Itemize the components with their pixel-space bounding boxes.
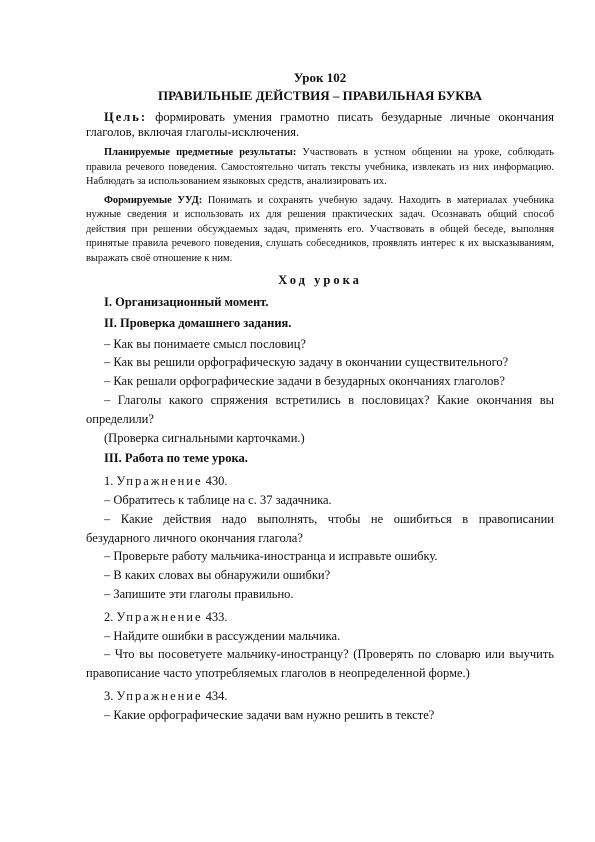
question-line: – Как решали орфографические задачи в безударных окончаниях глаголов? — [104, 374, 505, 389]
section-1-heading: I. Организационный момент. — [104, 295, 269, 309]
lesson-number: Урок 102 — [293, 70, 347, 85]
note-line: (Проверка сигнальными карточками.) — [104, 430, 305, 445]
section-3-heading: III. Работа по теме урока. — [104, 451, 248, 466]
uud-label: Формируемые УУД: — [104, 194, 203, 206]
question-line: – Какие орфографические задачи вам нужно решить в тексте? — [104, 707, 435, 722]
question-line: – Запишите эти глаголы правильно. — [104, 586, 294, 601]
exercise-value: 433. — [205, 609, 228, 624]
question-line: – Какие действия надо выполнять, чтобы не ошибиться в правописании безударного личного окончания глагола? — [86, 511, 554, 545]
exercise-number: 3. — [104, 688, 114, 703]
uud-paragraph — [86, 194, 554, 267]
course-heading: Ход урока — [278, 273, 362, 287]
exercise-label: Упражнение — [116, 609, 203, 624]
exercise-label: Упражнение — [116, 474, 203, 489]
question-line: – Глаголы какого спряжения встретились в пословицах? Какие окончания вы определили? — [86, 392, 554, 426]
question-line: – Как вы понимаете смысл пословиц? — [104, 336, 306, 351]
section-2-heading: II. Проверка домашнего задания. — [104, 315, 292, 330]
exercise-number: 2. — [104, 609, 114, 624]
question-line: – Проверьте работу мальчика-иностранца и исправьте ошибку. — [104, 549, 438, 564]
results-label: Планируемые предметные результаты: — [104, 147, 297, 158]
question-line: – Что вы посоветуете мальчику-иностранцу? (Проверять по словарю или выучить правописание часто употребляемых глаголов в неопределенной форме.) — [86, 647, 554, 681]
exercise-label: Упражнение — [116, 688, 203, 703]
exercise-number: 1. — [104, 474, 114, 489]
lesson-goal — [86, 110, 554, 140]
goal-text: формировать умения грамотно писать безударные личные окончания глаголов, включая глаголы-исключения. — [86, 110, 554, 139]
lesson-title: ПРАВИЛЬНЫЕ ДЕЙСТВИЯ – ПРАВИЛЬНАЯ БУКВА — [158, 88, 482, 103]
exercise-heading — [86, 472, 554, 491]
exercise-value: 434. — [205, 688, 228, 703]
exercise-heading — [86, 687, 554, 706]
goal-label: Цель: — [104, 110, 148, 124]
uud-text: Понимать и сохранять учебную задачу. Находить в материалах учебника нужные сведения и использовать их для решения практических задач. Осознавать общий способ действия при решении обсуждаемых задач, применять его. Участвовать в общей беседе, выполняя принятые правила речевого поведения, слушать собеседников, проявлять интерес к их высказываниям, выражать своё отношение к ним. — [86, 194, 554, 264]
exercise-heading — [86, 608, 554, 627]
lesson-page — [86, 70, 554, 725]
exercise-value: 430. — [205, 474, 228, 489]
question-line: – Найдите ошибки в рассуждении мальчика. — [104, 628, 341, 643]
results-text: Участвовать в устном общении на уроке, соблюдать правила речевого поведения. Самостоятельно читать тексты учебника, извлекать из них информацию. Наблюдать за использованием языковых средств, анализировать их. — [86, 147, 554, 187]
question-line: – Обратитесь к таблице на с. 37 задачника. — [104, 492, 332, 507]
question-line: – Как вы решили орфографическую задачу в окончании существительного? — [104, 355, 509, 370]
planned-results — [86, 146, 554, 190]
question-line: – В каких словах вы обнаружили ошибки? — [104, 568, 331, 583]
